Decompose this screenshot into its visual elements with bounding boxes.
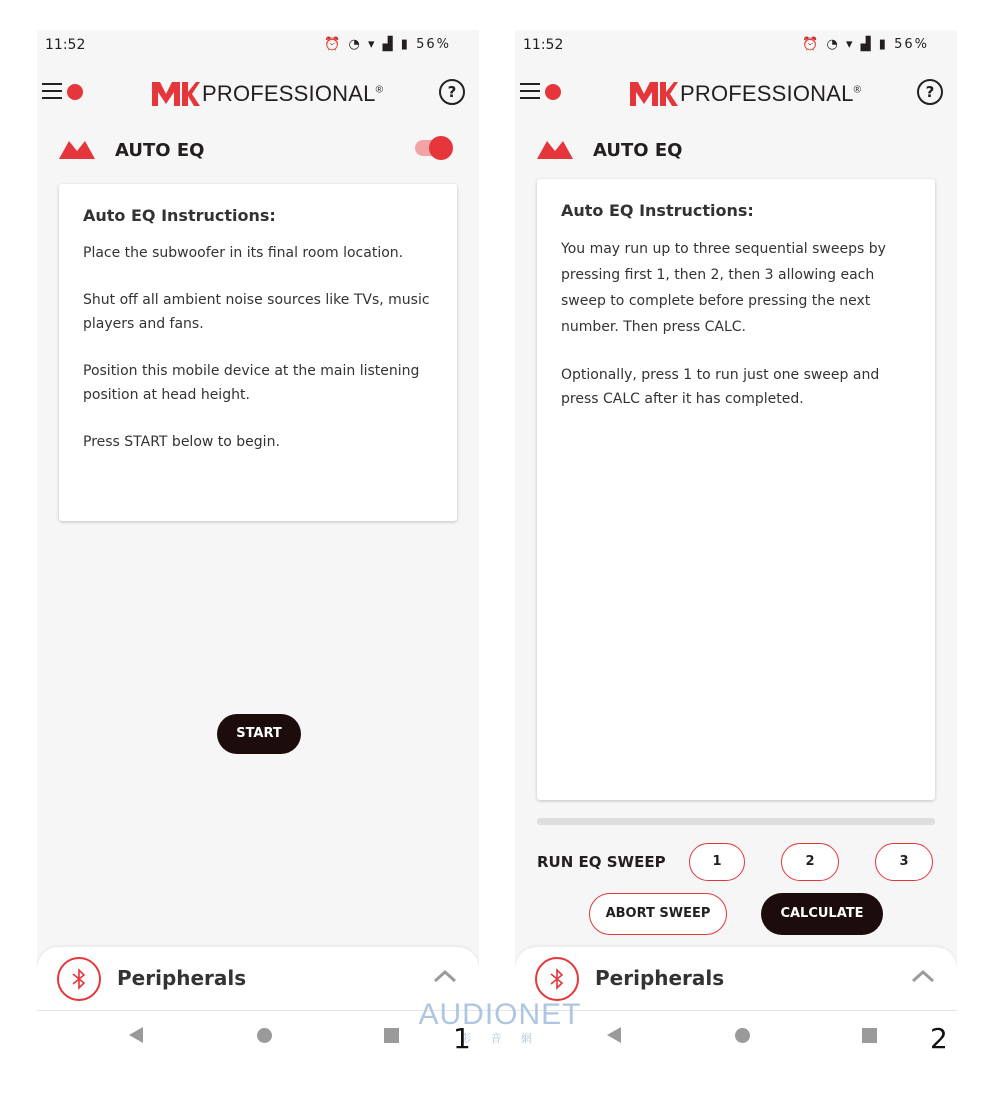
phone-screen-2: [515, 30, 957, 1012]
peripherals-label: Peripherals: [595, 966, 725, 990]
hamburger-menu-icon[interactable]: [42, 83, 62, 99]
recents-icon[interactable]: [384, 1028, 399, 1043]
back-icon[interactable]: [129, 1027, 143, 1043]
calculate-button[interactable]: CALCULATE: [761, 893, 883, 935]
notification-dot-icon: [545, 84, 561, 100]
run-eq-sweep-label: RUN EQ SWEEP: [537, 853, 666, 871]
sweep-2-button[interactable]: 2: [781, 843, 839, 881]
instructions-card: [537, 179, 935, 800]
help-icon[interactable]: ?: [439, 79, 465, 105]
app-bar: [515, 72, 957, 112]
auto-eq-mountain-icon: [537, 139, 573, 159]
auto-eq-mountain-icon: [59, 139, 95, 159]
home-icon[interactable]: [735, 1028, 750, 1043]
auto-eq-toggle[interactable]: [415, 140, 449, 156]
status-time: 11:52: [45, 37, 86, 53]
status-icons: [324, 37, 451, 52]
instruction-text: Press START below to begin.: [83, 434, 280, 450]
abort-sweep-button[interactable]: ABORT SWEEP: [589, 893, 727, 935]
instruction-text: You may run up to three sequential sweeps by pressing first 1, then 2, then 3 allowing each sweep to complete before pressing the next number. Then press CALC.: [561, 241, 886, 335]
alarm-icon: ⏰: [802, 37, 821, 52]
sweep-3-button[interactable]: 3: [875, 843, 933, 881]
signal-icon: ▟: [382, 37, 395, 52]
status-bar: [37, 30, 479, 60]
audionet-watermark: AUDIONET 影 音 網: [418, 998, 582, 1045]
sweep-1-button[interactable]: 1: [689, 843, 745, 881]
status-bar: [515, 30, 957, 60]
alarm-icon: ⏰: [324, 37, 343, 52]
call-signal-icon: ▾: [367, 37, 377, 52]
signal-icon: ▟: [860, 37, 873, 52]
section-title: AUTO EQ: [593, 140, 683, 161]
instruction-text: Place the subwoofer in its final room location.: [83, 245, 404, 261]
logo-text: PROFESSIONAL®: [680, 81, 862, 106]
battery-percent: 56%: [416, 37, 451, 52]
section-title: AUTO EQ: [115, 140, 205, 161]
instructions-title: Auto EQ Instructions:: [561, 201, 754, 220]
battery-icon: ▮: [878, 37, 888, 52]
status-icons: [802, 37, 929, 52]
sweep-progress-bar: [537, 818, 935, 825]
app-bar: [37, 72, 479, 112]
battery-icon: ▮: [400, 37, 410, 52]
wifi-icon: ◔: [826, 37, 840, 52]
hamburger-menu-icon[interactable]: [520, 83, 540, 99]
peripherals-label: Peripherals: [117, 966, 247, 990]
status-time: 11:52: [523, 37, 564, 53]
panel-number-1: 1: [453, 1022, 471, 1055]
notification-dot-icon: [67, 84, 83, 100]
instructions-card: [59, 184, 457, 521]
home-icon[interactable]: [257, 1028, 272, 1043]
chevron-up-icon[interactable]: [911, 969, 935, 983]
instruction-text: Optionally, press 1 to run just one sweep and press CALC after it has completed.: [561, 367, 880, 407]
start-button[interactable]: START: [217, 714, 301, 754]
instruction-text: Position this mobile device at the main listening position at head height.: [83, 363, 420, 403]
instructions-title: Auto EQ Instructions:: [83, 206, 276, 225]
help-icon[interactable]: ?: [917, 79, 943, 105]
mk-professional-logo: [630, 80, 861, 108]
instruction-text: Shut off all ambient noise sources like TVs, music players and fans.: [83, 292, 430, 332]
battery-percent: 56%: [894, 37, 929, 52]
back-icon[interactable]: [607, 1027, 621, 1043]
section-header: [537, 136, 957, 166]
wifi-icon: ◔: [348, 37, 362, 52]
bluetooth-icon: [57, 957, 101, 1001]
logo-text: PROFESSIONAL®: [202, 81, 384, 106]
call-signal-icon: ▾: [845, 37, 855, 52]
bluetooth-icon: [535, 957, 579, 1001]
phone-screen-1: [37, 30, 479, 1012]
chevron-up-icon[interactable]: [433, 969, 457, 983]
mk-logo-icon: [630, 82, 678, 106]
recents-icon[interactable]: [862, 1028, 877, 1043]
panel-number-2: 2: [930, 1022, 948, 1055]
mk-professional-logo: [152, 80, 383, 108]
mk-logo-icon: [152, 82, 200, 106]
toggle-knob: [429, 136, 453, 160]
